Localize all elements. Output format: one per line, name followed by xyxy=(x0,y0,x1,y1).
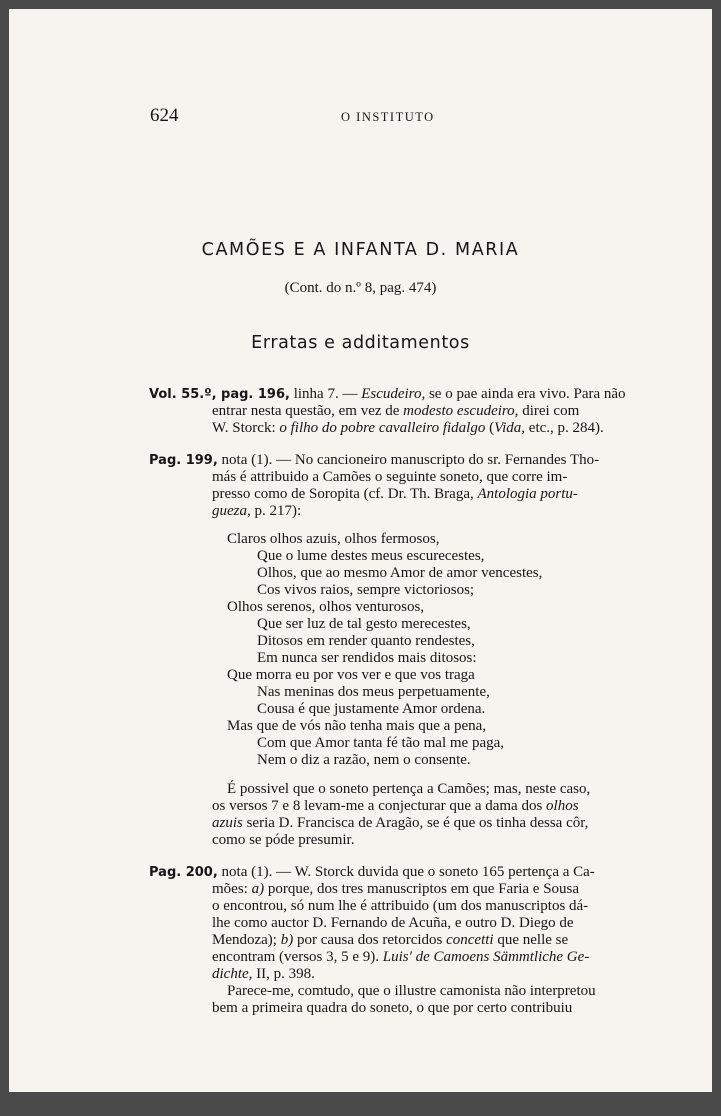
sonnet-line-4: Cos vivos raios, sempre victoriosos; xyxy=(257,582,475,598)
article-continuation: (Cont. do n.º 8, pag. 474) xyxy=(284,280,437,296)
para4-line3: o encontrou, só num lhe é attribuido (um dos manuscriptos dá- xyxy=(212,898,589,914)
para4-line2: mões: a) porque, dos tres manuscriptos em que Faria e Sousa xyxy=(212,881,580,897)
para1-line3: W. Storck: o filho do pobre cavalleiro fidalgo (Vida, etc., p. 284). xyxy=(212,420,604,436)
para1-line2: entrar nesta questão, em vez de modesto escudeiro, direi com xyxy=(212,403,580,419)
para1-line1: Vol. 55.º, pag. 196, linha 7. — Escudeiro, se o pae ainda era vivo. Para não xyxy=(149,386,626,402)
sonnet-line-13: Com que Amor tanta fé tão mal me paga, xyxy=(257,735,505,751)
para5-line2: bem a primeira quadra do soneto, o que por certo contribuiu xyxy=(212,1000,573,1016)
sonnet-line-11: Cousa é que justamente Amor ordena. xyxy=(257,701,486,717)
para4-line4: lhe como auctor D. Fernando de Acuña, e outro D. Diego de xyxy=(212,915,574,931)
para2-line3: presso como de Soropita (cf. Dr. Th. Braga, Antologia portu- xyxy=(212,486,578,502)
para3-line2: os versos 7 e 8 levam-me a conjecturar que a dama dos olhos xyxy=(212,798,579,814)
para5-line1: Parece-me, comtudo, que o illustre camonista não interpretou xyxy=(227,983,596,999)
scan-border xyxy=(9,1092,712,1098)
sonnet-line-12: Mas que de vós não tenha mais que a pena, xyxy=(227,718,487,734)
sonnet-line-2: Que o lume destes meus escurecestes, xyxy=(257,548,485,564)
para3-line4: como se póde presumir. xyxy=(212,832,355,848)
sonnet-line-1: Claros olhos azuis, olhos fermosos, xyxy=(227,531,440,547)
sonnet-line-9: Que morra eu por vos ver e que vos traga xyxy=(227,667,475,683)
sonnet-line-5: Olhos serenos, olhos venturosos, xyxy=(227,599,425,615)
para3-line3: azuis seria D. Francisca de Aragão, se é que os tinha dessa côr, xyxy=(212,815,589,831)
para4-line7: dichte, II, p. 398. xyxy=(212,966,315,982)
para4-line1: Pag. 200, nota (1). — W. Storck duvida que o soneto 165 pertença a Ca- xyxy=(149,864,595,880)
para3-line1: É possivel que o soneto pertença a Camões; mas, neste caso, xyxy=(227,781,591,797)
para4-line6: encontram (versos 3, 5 e 9). Luis' de Camoens Sämmtliche Ge- xyxy=(212,949,590,965)
sonnet-line-7: Ditosos em render quanto rendestes, xyxy=(257,633,475,649)
section-heading: Erratas e additamentos xyxy=(251,333,470,353)
running-head: O INSTITUTO xyxy=(341,110,435,124)
sonnet-line-14: Nem o diz a razão, nem o consente. xyxy=(257,752,471,768)
sonnet-line-10: Nas meninas dos meus perpetuamente, xyxy=(257,684,490,700)
sonnet-line-8: Em nunca ser rendidos mais ditosos: xyxy=(257,650,477,666)
article-title: CAMÕES E A INFANTA D. MARIA xyxy=(201,240,520,260)
para2-line4: gueza, p. 217): xyxy=(212,503,302,519)
sonnet-line-3: Olhos, que ao mesmo Amor de amor vencestes, xyxy=(257,565,543,581)
para2-line2: más é attribuido a Camões o seguinte soneto, que corre im- xyxy=(212,469,568,485)
para4-line5: Mendoza); b) por causa dos retorcidos concetti que nelle se xyxy=(212,932,569,948)
page-number: 624 xyxy=(150,105,179,126)
document-page xyxy=(9,9,712,1098)
para2-line1: Pag. 199, nota (1). — No cancioneiro manuscripto do sr. Fernandes Tho- xyxy=(149,452,600,468)
sonnet-line-6: Que ser luz de tal gesto merecestes, xyxy=(257,616,471,632)
